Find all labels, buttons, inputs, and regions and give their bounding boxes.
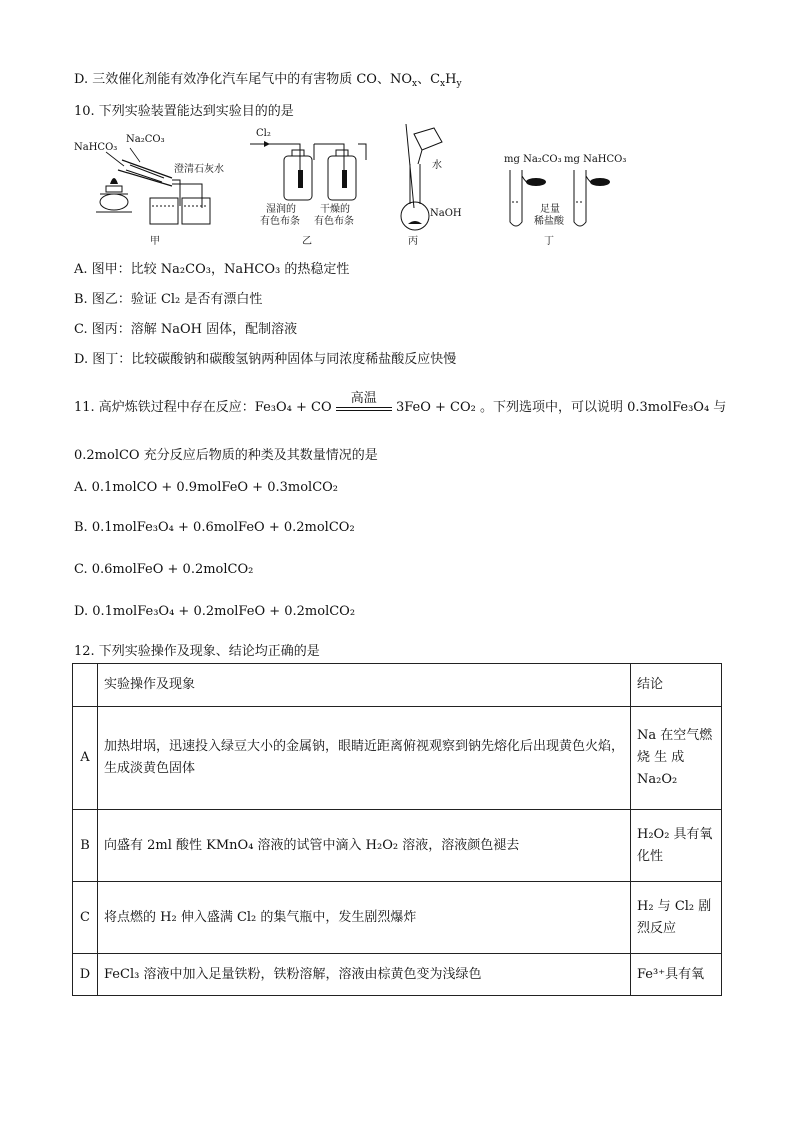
caption-bing: 丙 <box>408 236 418 247</box>
label-cloth2: 有色布条 <box>314 216 354 227</box>
figure-bing <box>401 124 462 247</box>
label-dry: 干燥的 <box>320 204 350 215</box>
label-cloth1: 有色布条 <box>260 216 300 227</box>
figure-jia <box>74 134 224 247</box>
header-label <box>73 664 98 707</box>
row-operation: FeCl₃ 溶液中加入足量铁粉，铁粉溶解，溶液由棕黄色变为浅绿色 <box>98 954 631 996</box>
row-conclusion: Fe³⁺具有氧 <box>631 954 722 996</box>
table-row <box>73 810 722 882</box>
label-cl2: Cl₂ <box>256 128 271 139</box>
q10-stem: 10. 下列实验装置能达到实验目的的是 <box>74 104 294 119</box>
row-operation: 向盛有 2ml 酸性 KMnO₄ 溶液的试管中滴入 H₂O₂ 溶液，溶液颜色褪去 <box>98 810 631 882</box>
label-nahco3: NaHCO₃ <box>74 142 118 153</box>
q10-option-d: D. 图丁：比较碳酸钠和碳酸氢钠两种固体与同浓度稀盐酸反应快慢 <box>74 352 457 367</box>
reaction-condition: 高温 <box>336 401 392 411</box>
caption-ding: 丁 <box>544 236 554 247</box>
q12-stem: 12. 下列实验操作及现象、结论均正确的是 <box>74 644 320 659</box>
label-water: 水 <box>432 160 442 171</box>
label-mg-nahco3: mg NaHCO₃ <box>564 154 627 165</box>
q10-option-b: B. 图乙：验证 Cl₂ 是否有漂白性 <box>74 292 263 307</box>
q11-option-a: A. 0.1molCO + 0.9molFeO + 0.3molCO₂ <box>74 480 339 495</box>
q12-table <box>72 663 722 996</box>
q10-option-a: A. 图甲：比较 Na₂CO₃，NaHCO₃ 的热稳定性 <box>74 262 350 277</box>
header-conclusion: 结论 <box>631 664 722 707</box>
header-operation: 实验操作及现象 <box>98 664 631 707</box>
q11-stem: 11. 高炉炼铁过程中存在反应：Fe₃O₄ + CO 高温 3FeO + CO₂ 。下列选项中，可以说明 0.3molFe₃O₄ 与 <box>74 391 727 415</box>
q10-apparatus-figure <box>70 120 650 250</box>
row-conclusion: H₂ 与 Cl₂ 剧烈反应 <box>631 882 722 954</box>
label-wet: 湿润的 <box>266 204 296 215</box>
caption-yi: 乙 <box>302 236 312 247</box>
row-conclusion: H₂O₂ 具有氧化性 <box>631 810 722 882</box>
label-limewater: 澄清石灰水 <box>174 164 224 175</box>
row-operation: 加热坩埚，迅速投入绿豆大小的金属钠，眼睛近距离俯视观察到钠先熔化后出现黄色火焰，生成淡黄色固体 <box>98 707 631 810</box>
table-header-row <box>73 664 722 707</box>
caption-jia: 甲 <box>150 236 160 247</box>
label-excess: 足量 <box>540 204 560 215</box>
table-row <box>73 707 722 810</box>
label-na2co3: Na₂CO₃ <box>126 134 165 145</box>
row-label: A <box>73 707 98 810</box>
figure-yi <box>250 128 366 247</box>
label-naoh: NaOH <box>430 208 462 219</box>
q11-option-b: B. 0.1molFe₃O₄ + 0.6molFeO + 0.2molCO₂ <box>74 520 355 535</box>
q9-option-d: D. 三效催化剂能有效净化汽车尾气中的有害物质 CO、$NO_x$、$C_xH_y$ <box>74 72 462 89</box>
q10-option-c: C. 图丙：溶解 NaOH 固体，配制溶液 <box>74 322 298 337</box>
table-row <box>73 882 722 954</box>
q11-option-d: D. 0.1molFe₃O₄ + 0.2molFeO + 0.2molCO₂ <box>74 604 356 619</box>
table-row <box>73 954 722 996</box>
figure-ding <box>504 154 626 247</box>
row-operation: 将点燃的 H₂ 伸入盛满 Cl₂ 的集气瓶中，发生剧烈爆炸 <box>98 882 631 954</box>
row-label: C <box>73 882 98 954</box>
q11-stem-line2: 0.2molCO 充分反应后物质的种类及其数量情况的是 <box>74 448 378 463</box>
row-label: B <box>73 810 98 882</box>
row-conclusion: Na 在空气燃烧 生 成 Na₂O₂ <box>631 707 722 810</box>
label-mg-na2co3: mg Na₂CO₃ <box>504 154 562 165</box>
row-label: D <box>73 954 98 996</box>
q11-option-c: C. 0.6molFeO + 0.2molCO₂ <box>74 562 254 577</box>
label-dilute-hcl: 稀盐酸 <box>534 216 564 227</box>
